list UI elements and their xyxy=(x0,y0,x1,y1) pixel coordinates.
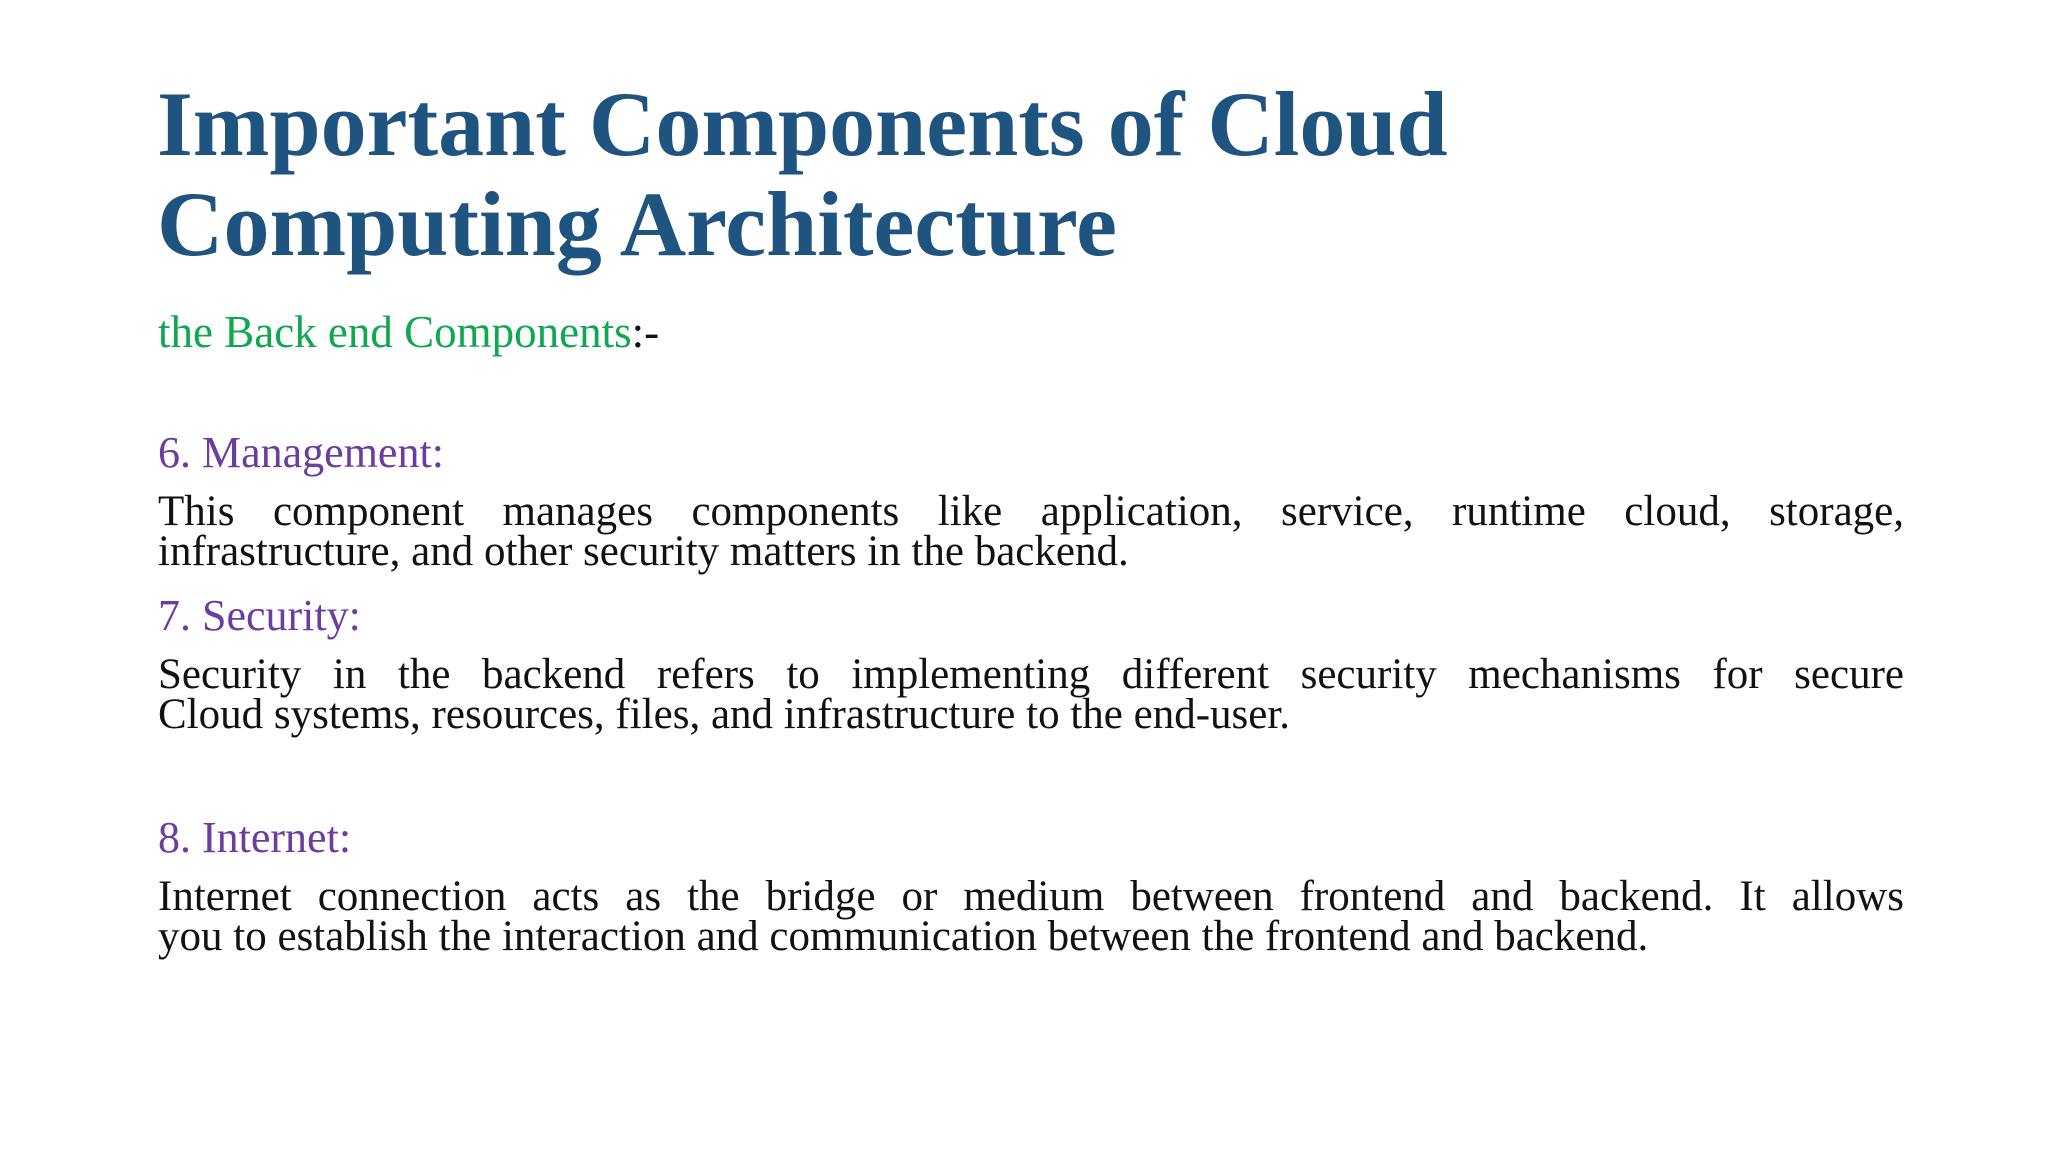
heading-security: 7. Security: xyxy=(158,591,361,640)
slide-title xyxy=(157,74,1917,274)
paragraph-line: Cloud systems, resources, files, and infrastructure to the end-user. xyxy=(158,691,1291,738)
paragraph-line: This component manages components like application, service, runtime cloud, storage, xyxy=(158,488,1904,535)
subtitle-suffix: :- xyxy=(631,307,660,357)
slide-title-line-1: Important Components of Cloud xyxy=(157,73,1448,175)
section-subtitle xyxy=(158,304,659,360)
paragraph-line: you to establish the interaction and communication between the frontend and backend. xyxy=(158,913,1649,960)
paragraph-security xyxy=(158,651,1904,738)
paragraph-line: Internet connection acts as the bridge or medium between frontend and backend. It allows xyxy=(158,873,1904,920)
paragraph-management xyxy=(158,488,1904,575)
slide-title-line-2: Computing Architecture xyxy=(157,173,1117,275)
heading-internet: 8. Internet: xyxy=(158,813,352,862)
paragraph-internet xyxy=(158,873,1904,960)
paragraph-line: infrastructure, and other security matters in the backend. xyxy=(158,528,1129,575)
subtitle-text: the Back end Components xyxy=(158,307,632,357)
paragraph-line: Security in the backend refers to implementing different security mechanisms for secure xyxy=(158,651,1904,698)
heading-management: 6. Management: xyxy=(158,428,444,477)
